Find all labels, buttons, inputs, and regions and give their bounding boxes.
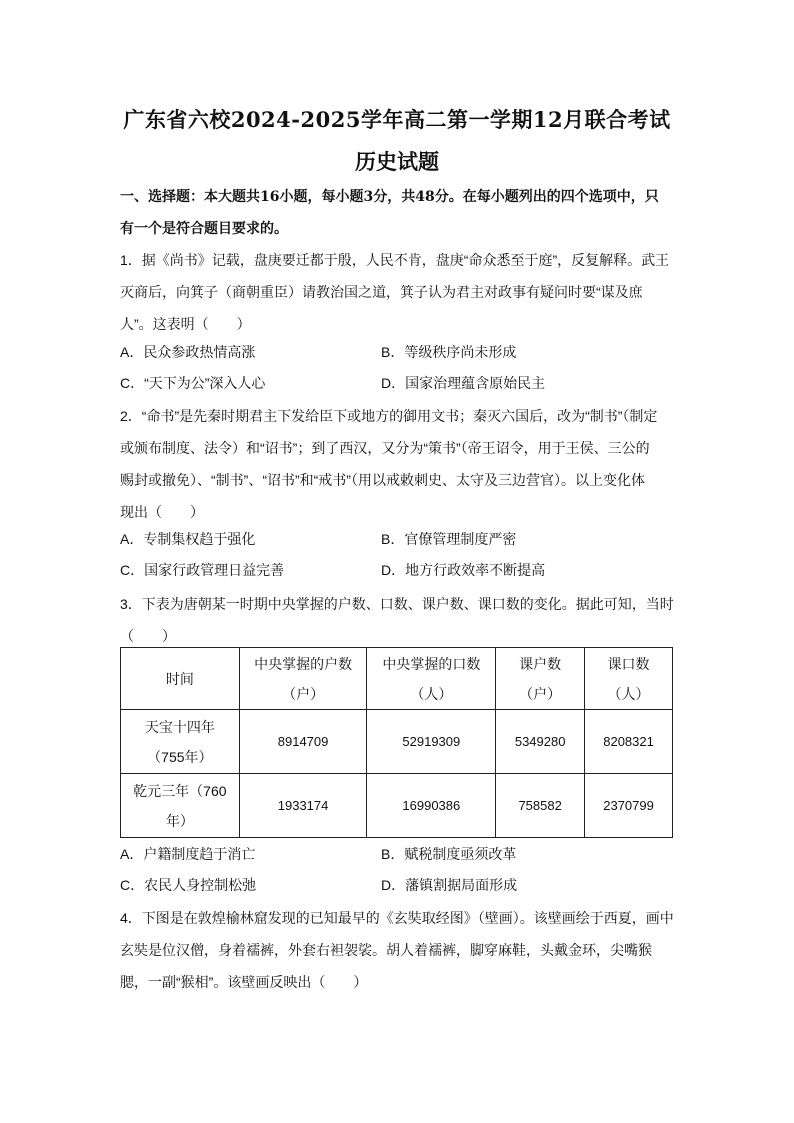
question-line: 或颁布制度、法令）和“诏书”；到了西汉，又分为“策书”（帝王诏令，用于王侯、三公的 [120, 440, 650, 456]
section-heading-line: 一、选择题：本大题共16小题，每小题3分，共48分。在每小题列出的四个选项中，只 [120, 189, 659, 205]
table-header-cell: 中央掌握的户数 （户） [239, 648, 367, 710]
question-line: 3．下表为唐朝某一时期中央掌握的户数、口数、课户数、课口数的变化。据此可知，当时 [120, 596, 674, 612]
table-cell-time: 天宝十四年 （755年） [121, 710, 240, 774]
question-1-stem [120, 244, 676, 340]
exam-title: 广东省六校2024-2025学年高二第一学期12月联合考试 [123, 107, 671, 132]
question-line: 2．“命书”是先秦时期君主下发给臣下或地方的御用文书；秦灭六国后，改为“制书”（制定 [120, 408, 658, 424]
question-line: 玄奘是位汉僧，身着襦裤，外套右袒袈裟。胡人着襦裤，脚穿麻鞋，头戴金环，尖嘴猴 [120, 942, 652, 958]
question-line: 现出（ ） [120, 504, 204, 520]
table-cell: 8208321 [585, 710, 673, 774]
table-cell: 2370799 [585, 774, 673, 838]
question-2-stem [120, 400, 676, 528]
table-header-cell: 中央掌握的口数 （人） [367, 648, 496, 710]
question-1-option-d[interactable]: D．国家治理蕴含原始民主 [381, 375, 546, 391]
question-1-option-c[interactable]: C．“天下为公”深入人心 [120, 375, 266, 391]
table-cell: 5349280 [496, 710, 585, 774]
question-2-option-d[interactable]: D．地方行政效率不断提高 [381, 562, 546, 578]
table-cell: 52919309 [367, 710, 496, 774]
question-3-option-d[interactable]: D．藩镇割据局面形成 [381, 877, 518, 893]
question-2-option-c[interactable]: C．国家行政管理日益完善 [120, 562, 285, 578]
table-row [121, 710, 673, 774]
question-3-stem [120, 588, 676, 652]
question-1-option-b[interactable]: B．等级秩序尚未形成 [381, 344, 517, 360]
question-2-option-a[interactable]: A．专制集权趋于强化 [120, 531, 256, 547]
table-cell-time: 乾元三年（760 年） [121, 774, 240, 838]
table-cell: 8914709 [239, 710, 367, 774]
question-line: 4．下图是在敦煌榆林窟发现的已知最早的《玄奘取经图》（壁画）。该壁画绘于西夏，画中 [120, 910, 674, 926]
question-1-option-a[interactable]: A．民众参政热情高涨 [120, 344, 256, 360]
question-line: 赐封或撤免）、“制书”、“诏书”和“戒书”（用以戒敕刺史、太守及三边营官）。以上变化体 [120, 472, 645, 488]
question-line: 1．据《尚书》记载，盘庚要迁都于殷，人民不肯，盘庚“命众悉至于庭”，反复解释。武王 [120, 252, 670, 268]
table-header-row [121, 648, 673, 710]
question-2-option-b[interactable]: B．官僚管理制度严密 [381, 531, 517, 547]
question-line: （ ） [120, 628, 176, 644]
question-4-stem [120, 902, 676, 998]
table-cell: 16990386 [367, 774, 496, 838]
question-3-option-b[interactable]: B．赋税制度亟须改革 [381, 846, 517, 862]
exam-subject: 历史试题 [355, 149, 439, 174]
table-cell: 1933174 [239, 774, 367, 838]
question-line: 灭商后，向箕子（商朝重臣）请教治国之道，箕子认为君主对政事有疑问时要“谋及庶 [120, 284, 643, 300]
question-3-option-c[interactable]: C．农民人身控制松弛 [120, 877, 257, 893]
table-header-cell: 课户数 （户） [496, 648, 585, 710]
table-row [121, 774, 673, 838]
table-header-cell: 课口数 （人） [585, 648, 673, 710]
table-header-cell: 时间 [121, 648, 240, 710]
question-line: 腮，一副“猴相”。该壁画反映出（ ） [120, 974, 368, 990]
section-heading-line: 有一个是符合题目要求的。 [120, 221, 288, 237]
table-cell: 758582 [496, 774, 585, 838]
question-line: 人”。这表明（ ） [120, 316, 251, 332]
section-heading [120, 181, 676, 245]
question-3-option-a[interactable]: A．户籍制度趋于消亡 [120, 846, 256, 862]
household-data-table [120, 647, 673, 838]
